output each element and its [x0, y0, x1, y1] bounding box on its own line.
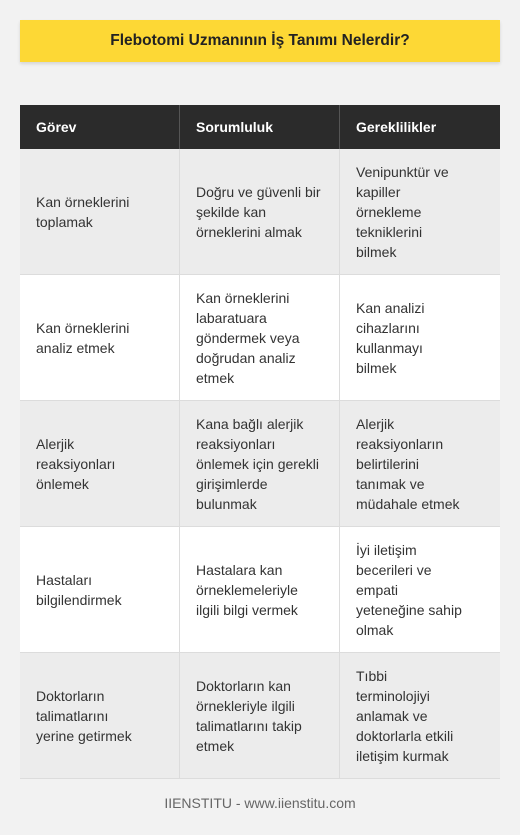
- cell-sorumluluk: Doktorların kan örnekleriyle ilgili talimatlarını takip etmek: [180, 653, 340, 778]
- cell-gorev: Kan örneklerini analiz etmek: [20, 275, 180, 400]
- cell-gorev: Hastaları bilgilendirmek: [20, 527, 180, 652]
- cell-sorumluluk: Hastalara kan örneklemeleriyle ilgili bilgi vermek: [180, 527, 340, 652]
- footer-credit: IIENSTITU - www.iienstitu.com: [164, 795, 356, 811]
- cell-gorev: Kan örneklerini toplamak: [20, 149, 180, 274]
- table-row: [20, 401, 500, 527]
- cell-sorumluluk: Kan örneklerini labaratuara göndermek veya doğrudan analiz etmek: [180, 275, 340, 400]
- cell-gereklilik: Tıbbi terminolojiyi anlamak ve doktorlarla etkili iletişim kurmak: [356, 667, 454, 764]
- page-title: Flebotomi Uzmanının İş Tanımı Nelerdir?: [110, 32, 410, 49]
- table-row: [20, 275, 500, 401]
- header-sorumluluk: Sorumluluk: [180, 105, 340, 149]
- cell-gorev: Doktorların talimatlarını yerine getirmek: [20, 653, 180, 778]
- cell-gereklilik: Venipunktür ve kapiller örnekleme tekniklerini bilmek: [356, 163, 449, 260]
- table-row: [20, 149, 500, 275]
- table-row: [20, 527, 500, 653]
- cell-sorumluluk: Kana bağlı alerjik reaksiyonları önlemek için gerekli girişimlerde bulunmak: [180, 401, 340, 526]
- table-header-row: [20, 105, 500, 149]
- table-row: [20, 653, 500, 779]
- cell-gorev: Alerjik reaksiyonları önlemek: [20, 401, 180, 526]
- job-description-table: [20, 105, 500, 779]
- header-gereklilikler: Gereklilikler: [356, 119, 437, 135]
- title-banner: [20, 20, 500, 62]
- cell-sorumluluk: Doğru ve güvenli bir şekilde kan örneklerini almak: [180, 149, 340, 274]
- cell-gereklilik: Kan analizi cihazlarını kullanmayı bilmek: [356, 299, 425, 376]
- cell-gereklilik: Alerjik reaksiyonların belirtilerini tanımak ve müdahale etmek: [356, 415, 460, 512]
- header-gorev: Görev: [20, 105, 180, 149]
- cell-gereklilik: İyi iletişim becerileri ve empati yeteneğine sahip olmak: [356, 541, 462, 638]
